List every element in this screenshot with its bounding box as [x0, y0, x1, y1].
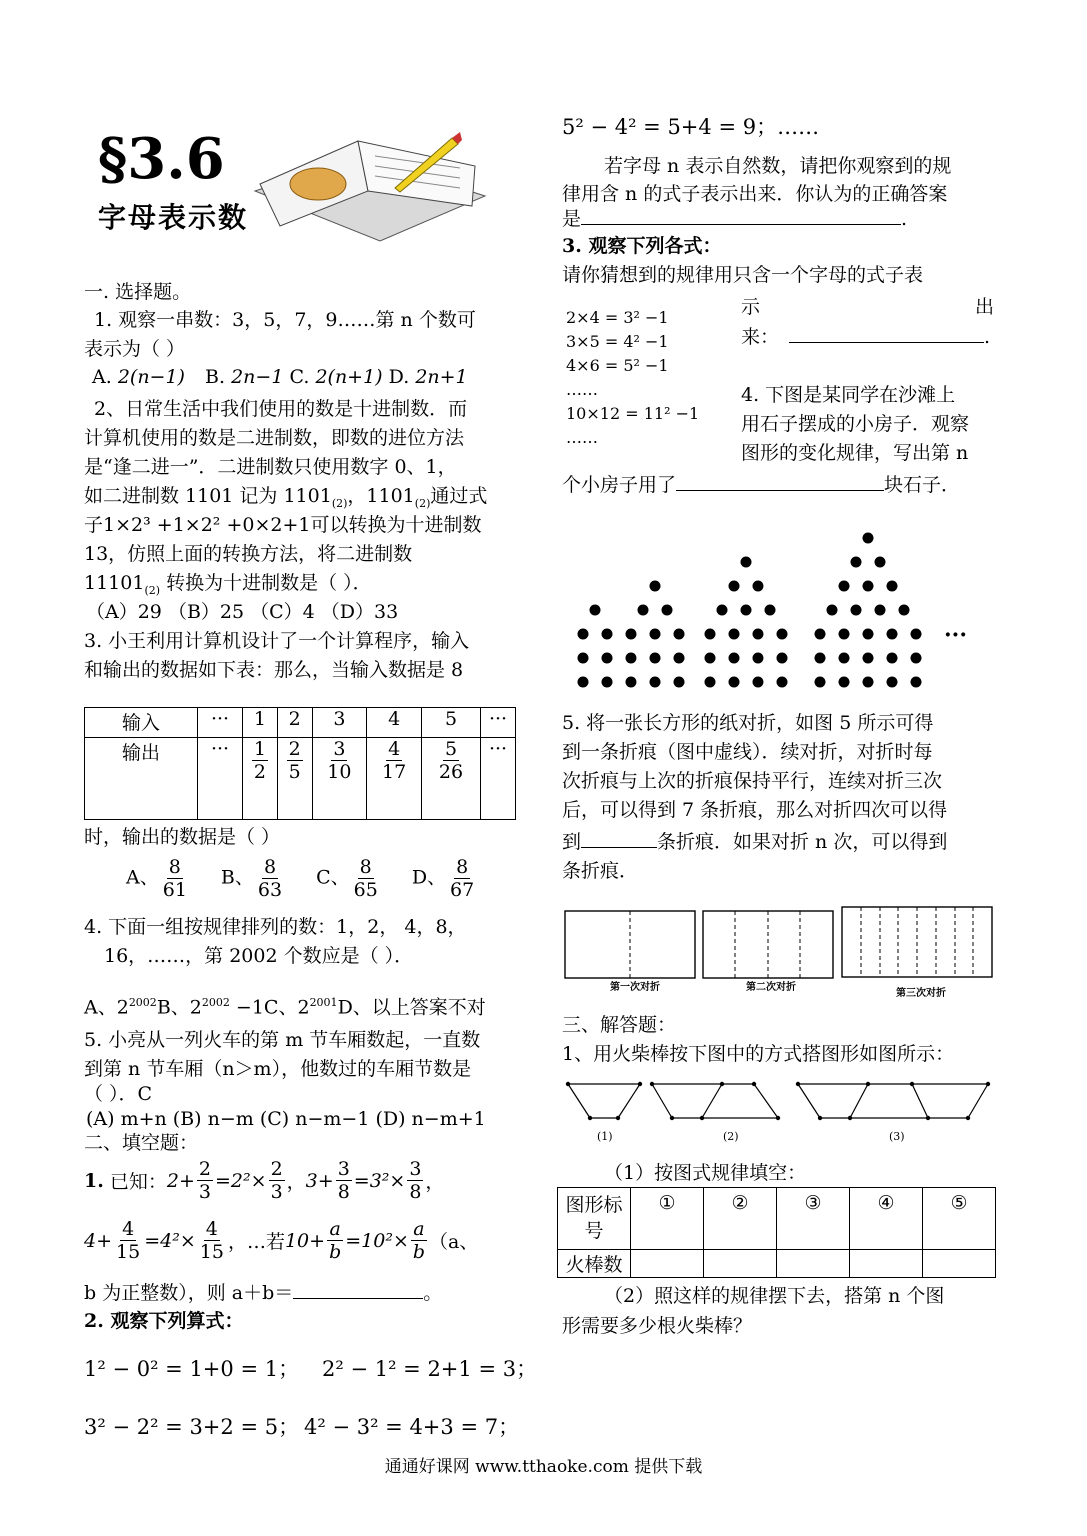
stone-dot	[887, 653, 898, 664]
stone-dot	[887, 629, 898, 640]
q2-sub: (2)	[331, 496, 348, 510]
count-cell[interactable]	[923, 1250, 996, 1278]
f2-expr-1: 1² − 0² = 1+0 = 1；	[84, 1357, 300, 1381]
stone-dot	[827, 605, 838, 616]
stone-dot	[777, 629, 788, 640]
stone-dot	[729, 581, 740, 592]
denominator: 63	[257, 879, 283, 901]
stone-dot	[638, 605, 649, 616]
stone-dot	[777, 677, 788, 688]
stone-dot	[650, 677, 661, 688]
stone-dot	[578, 629, 589, 640]
col-header: ④	[850, 1188, 923, 1250]
q2-line2: 计算机使用的数是二进制数，即数的进位方法	[84, 427, 465, 449]
f3-expr: 2×4 = 3² −1	[566, 308, 669, 327]
q2-l4a: 如二进制数 1101 记为 1101	[84, 485, 332, 507]
count-cell[interactable]	[777, 1250, 850, 1278]
q1-options	[92, 364, 468, 390]
q1-opt-d: D.	[388, 366, 410, 388]
denominator: 61	[162, 879, 187, 901]
stone-dot	[741, 605, 752, 616]
numerator: 8	[456, 856, 469, 878]
q2-line5	[84, 512, 481, 538]
f1-ab-question: b 为正整数），则 a＋b＝	[84, 1282, 294, 1304]
q1-opt-b: B.	[205, 366, 226, 388]
stone-dot	[650, 653, 661, 664]
stone-dot	[887, 581, 898, 592]
f1-answer-blank[interactable]	[293, 1298, 423, 1299]
fraction	[448, 856, 476, 901]
q3-output-cell	[243, 738, 278, 820]
stone-dot	[887, 677, 898, 688]
f4-end: 块石子．	[884, 474, 961, 496]
q3-opt-c	[316, 856, 382, 901]
fraction	[287, 738, 303, 783]
f4-line4	[562, 472, 960, 498]
numerator: 8	[359, 856, 372, 878]
q4-line2: 16，……，第 2002 个数应是（ ）．	[104, 945, 414, 967]
denominator: 67	[450, 879, 475, 901]
stone-dot	[602, 677, 613, 688]
stone-dot	[705, 653, 716, 664]
q5-line1: 5. 小亮从一列火车的第 m 节车厢数起，一直数	[84, 1029, 481, 1051]
f1-tail: （a、	[429, 1231, 479, 1253]
f2b-line1: 若字母 n 表示自然数，请把你观察到的规	[604, 155, 952, 177]
stone-dot	[626, 629, 637, 640]
s1-sub1: （1）按图式规律填空：	[604, 1162, 807, 1184]
stone-dot	[851, 557, 862, 568]
q3-opt-label: A、	[126, 866, 159, 889]
row-label-figure	[558, 1188, 631, 1250]
q3-after: 时，输出的数据是（ ）	[84, 826, 281, 848]
stone-dot	[863, 533, 874, 544]
stone-dot	[729, 629, 740, 640]
q3-dots-cell: ···	[198, 708, 243, 738]
denominator: 10	[327, 761, 352, 783]
open-book-image	[240, 96, 490, 246]
stone-dot	[729, 653, 740, 664]
fold-caption-2: 第二次对折	[746, 982, 796, 993]
stone-dot	[705, 629, 716, 640]
stone-dot	[899, 605, 910, 616]
stone-dots	[578, 533, 922, 688]
q2-sub-2: (2)	[414, 496, 431, 510]
row-label-text: 图形标	[565, 1194, 623, 1216]
stone-houses-figure	[570, 500, 990, 700]
stone-dot	[590, 605, 601, 616]
f5-answer-blank[interactable]	[581, 847, 657, 848]
stone-dot	[650, 581, 661, 592]
f5-line2: 到一条折痕（图中虚线）．续对折，对折时每	[562, 741, 933, 763]
count-cell[interactable]	[631, 1250, 704, 1278]
f3-line1: 请你猜想到的规律用只含一个字母的式子表	[562, 264, 924, 286]
q3-opt-b	[221, 856, 286, 901]
q1-opt-b-expr: 2n−1	[231, 366, 284, 388]
numerator: 8	[168, 856, 181, 878]
row-label-text: 号	[584, 1220, 604, 1242]
stone-dot	[863, 677, 874, 688]
stone-dot	[705, 677, 716, 688]
stone-dot	[753, 677, 764, 688]
q4-exp-c: 2001	[309, 996, 338, 1009]
q3-input-label: 输入	[85, 708, 198, 738]
f3-expr: 10×12 = 11² −1	[566, 404, 700, 423]
q3-output-cell	[312, 738, 367, 820]
stone-dot	[602, 629, 613, 640]
q2-l4c: 通过式	[430, 485, 488, 507]
denominator: 17	[382, 761, 407, 783]
stone-dot	[578, 677, 589, 688]
fraction	[161, 856, 189, 901]
f1-line1: 1. 已知： 2+ $\frac{2}{3}$ =2²× $\frac{2}{3}$ ， 3+ $\frac{3}{8}$ =3²× $\frac{3}{8}$ ，	[84, 1158, 445, 1203]
q5-options: (A) m+n (B) n−m (C) n−m−1 (D) n−m+1	[86, 1108, 486, 1130]
q4-line1: 4. 下面一组按规律排列的数：1，2， 4，8，	[84, 916, 467, 938]
match-label-1: (1)	[597, 1130, 613, 1143]
f5-folds: 条折痕．如果对折 n 次，可以得到	[657, 831, 948, 853]
f4-answer-blank[interactable]	[676, 490, 884, 491]
stone-dot	[753, 629, 764, 640]
q5-line3: （ ）．C	[84, 1083, 153, 1105]
s1-line1: 1、用火柴棒按下图中的方式搭图形如图所示：	[562, 1043, 955, 1065]
section-number: §3.6	[98, 126, 225, 192]
fraction	[256, 856, 284, 901]
f3-expr: 4×6 = 5² −1	[566, 356, 669, 375]
stone-dot	[875, 557, 886, 568]
f2b-is: 是	[562, 208, 582, 230]
q2-line1: 2、日常生活中我们使用的数是十进制数．而	[94, 398, 468, 420]
stone-dot	[875, 605, 886, 616]
q3-input-cell: 3	[312, 708, 367, 738]
row-label-count: 火棒数	[558, 1250, 631, 1278]
numerator: 8	[263, 856, 277, 878]
numerator: 2	[288, 738, 301, 760]
q3-options	[126, 856, 478, 901]
q3-output-cell	[422, 738, 481, 820]
q2-options: （A）29 （B）25 （C）4 （D）33	[86, 601, 399, 623]
fraction	[352, 856, 380, 901]
numerator: 4	[388, 738, 401, 760]
f3-title: 3. 观察下列各式：	[562, 235, 722, 257]
f1-number: 1.	[84, 1169, 104, 1192]
q3-opt-label: C、	[316, 866, 350, 889]
f5-line5	[562, 829, 947, 855]
stone-dot	[911, 653, 922, 664]
q4-opt-d: D、以上答案不对	[337, 996, 486, 1019]
f3-expr: ……	[566, 380, 598, 399]
stone-dot	[626, 677, 637, 688]
count-cell[interactable]	[850, 1250, 923, 1278]
q2-l4b: ，1101	[347, 485, 415, 507]
f3-line3	[741, 324, 990, 350]
stone-dot	[753, 581, 764, 592]
q4-opt-a: A、2	[84, 996, 129, 1019]
denominator: 5	[288, 761, 301, 783]
stone-dot	[851, 605, 862, 616]
f3-end: .	[984, 326, 991, 348]
f3-answer-blank[interactable]	[789, 342, 984, 343]
q2-sub-3: (2)	[144, 583, 161, 597]
section-title: 字母表示数	[98, 201, 249, 234]
s1-sub2b: 形需要多少根火柴棒？	[562, 1315, 753, 1337]
q2-l7b: 转换为十进制数是（ ）．	[160, 572, 372, 594]
col-header: ①	[631, 1188, 704, 1250]
part3-title: 三、解答题：	[562, 1014, 677, 1036]
q4-options	[84, 990, 486, 1020]
footer-credit: 通通好课网 www.tthaoke.com 提供下载	[384, 1457, 703, 1477]
q3-line2: 和输出的数据如下表：那么，当输入数据是 8	[84, 659, 464, 681]
f1-dots: ，…若	[227, 1231, 285, 1253]
f5-line6: 条折痕．	[562, 860, 639, 882]
q1-opt-a: A.	[92, 366, 112, 388]
q3-input-cell: 5	[422, 708, 481, 738]
f2b-answer-blank[interactable]	[581, 224, 901, 225]
f1-line3	[84, 1280, 442, 1306]
f2b-line2: 律用含 n 的式子表示出来．你认为的正确答案	[562, 183, 948, 205]
q3-opt-a	[126, 856, 191, 901]
q3-input-cell: 4	[367, 708, 422, 738]
denominator: 2	[253, 761, 266, 783]
q3-opt-d	[412, 856, 478, 901]
numerator: 1	[253, 738, 266, 760]
numerator: 3	[333, 738, 346, 760]
q3-opt-label: D、	[411, 866, 447, 889]
fold-caption-1: 第一次对折	[610, 982, 660, 993]
q3-dots-cell: ···	[481, 738, 516, 820]
f1-end: 。	[423, 1282, 443, 1304]
stone-dot	[741, 557, 752, 568]
f5-line1: 5. 将一张长方形的纸对折，如图 5 所示可得	[562, 712, 934, 734]
stone-dot	[839, 653, 850, 664]
stone-dot	[839, 581, 850, 592]
q3-output-label: 输出	[85, 738, 198, 820]
col-header: ③	[777, 1188, 850, 1250]
stone-dot	[674, 653, 685, 664]
matchstick-figure	[562, 1076, 992, 1148]
stone-dot	[729, 677, 740, 688]
q4-opt-b2: −1C、2	[229, 996, 310, 1019]
f2b-end: .	[901, 208, 908, 230]
f1-line2: 4+ $\frac{4}{15}$ =4²× $\frac{4}{15}$ ，…若 10+ $\frac{a}{b}$ =10²× $\frac{a}{b}$ （a、	[84, 1218, 479, 1263]
match-label-2: (2)	[723, 1130, 739, 1143]
q3-dots-cell: ···	[481, 708, 516, 738]
s1-sub2a: （2）照这样的规律摆下去，搭第 n 个图	[604, 1285, 945, 1307]
denominator: 65	[353, 879, 378, 901]
q1-opt-c: C.	[289, 366, 310, 388]
q3-opt-label: B、	[220, 866, 254, 889]
fraction	[380, 738, 408, 783]
stone-dot	[839, 677, 850, 688]
q3-input-cell: 2	[277, 708, 312, 738]
fold-caption-3: 第三次对折	[896, 988, 946, 999]
f3-line2a: 示	[741, 296, 761, 318]
stone-dot	[815, 629, 826, 640]
q2-line3: 是“逢二进一”．二进制数只使用数字 0、1，	[84, 456, 457, 478]
q1-line1: 1. 观察一串数：3，5，7，9……第 n 个数可	[94, 309, 476, 331]
col-header: ⑤	[923, 1188, 996, 1250]
match-label-3: (3)	[889, 1130, 905, 1143]
q3-dots-cell: ···	[198, 738, 243, 820]
stone-dot	[753, 653, 764, 664]
f4-line1: 4. 下图是某同学在沙滩上	[741, 384, 956, 406]
stone-dot	[815, 677, 826, 688]
stone-dot	[662, 605, 673, 616]
q4-exp-a: 2002	[128, 996, 157, 1009]
fraction	[325, 738, 353, 783]
q2-l5-expr: 1×2³ +1×2² +0×2+1	[103, 514, 311, 536]
q1-opt-d-expr: 2n+1	[415, 366, 468, 388]
numerator: 5	[444, 738, 458, 760]
f4-line2: 用石子摆成的小房子．观察	[741, 413, 970, 435]
q2-l5b: 可以转换为十进制数	[310, 514, 482, 536]
count-cell[interactable]	[704, 1250, 777, 1278]
stone-dot	[626, 653, 637, 664]
f4-line3: 图形的变化规律，写出第 n	[741, 442, 969, 464]
f5-line4: 后，可以得到 7 条折痕，那么对折四次可以得	[562, 799, 948, 821]
f2-title: 2. 观察下列算式：	[84, 1310, 244, 1332]
q4-opt-b: B、2	[156, 996, 202, 1019]
stone-dot	[717, 605, 728, 616]
q2-l7a: 11101	[84, 572, 145, 594]
q3-output-cell	[367, 738, 422, 820]
q3-line1: 3. 小王利用计算机设计了一个计算程序，输入	[84, 630, 470, 652]
stone-dot	[650, 629, 661, 640]
q5-line2: 到第 n 节车厢（n＞m），他数过的车厢节数是	[84, 1058, 472, 1080]
f2-expr-2: 2² − 1² = 2+1 = 3；	[322, 1357, 538, 1381]
stone-dot	[863, 653, 874, 664]
f2-expr-3: 3² − 2² = 3+2 = 5；	[84, 1415, 300, 1439]
stone-dot	[674, 677, 685, 688]
q4-exp-b: 2002	[201, 996, 230, 1009]
f5-line3: 次折痕与上次的折痕保持平行，连续对折三次	[562, 770, 943, 792]
q1-line2: 表示为（ ）	[84, 338, 186, 360]
q1-opt-a-expr: 2(n−1)	[117, 366, 185, 388]
part2-title: 二、填空题：	[84, 1132, 199, 1154]
fraction	[252, 738, 268, 783]
f4-used: 个小房子用了	[562, 474, 677, 496]
q1-opt-c-expr: 2(n+1)	[315, 366, 383, 388]
fraction	[437, 738, 465, 783]
stone-dot	[674, 629, 685, 640]
stone-dot	[777, 653, 788, 664]
denominator: 26	[438, 761, 464, 783]
f3-expr: 3×5 = 4² −1	[566, 332, 669, 351]
f3-expr: ……	[566, 428, 598, 447]
q2-l5a: 子	[84, 514, 104, 536]
f2-expr-4: 4² − 3² = 4+3 = 7；	[304, 1415, 520, 1439]
f5-to: 到	[562, 831, 582, 853]
f3-expr-list	[566, 306, 699, 450]
f1-intro: 已知：	[109, 1171, 167, 1193]
f2-expr-5: 5² − 4² = 5+4 = 9；……	[562, 115, 820, 139]
stone-dot	[911, 677, 922, 688]
stone-dot	[839, 629, 850, 640]
stone-dot	[815, 653, 826, 664]
f3-line2b: 出	[975, 296, 995, 318]
stone-dot	[578, 653, 589, 664]
part1-title: 一. 选择题。	[84, 281, 192, 303]
stone-dot	[602, 653, 613, 664]
f2b-line3	[562, 206, 907, 232]
stone-dot	[911, 629, 922, 640]
houses-more: ···	[944, 622, 967, 648]
q2-line6: 13，仿照上面的转换方法，将二进制数	[84, 543, 413, 565]
q3-io-table	[84, 707, 516, 820]
stone-dot	[765, 605, 776, 616]
q3-output-cell	[277, 738, 312, 820]
q3-input-cell: 1	[243, 708, 278, 738]
matchstick-table	[557, 1187, 996, 1278]
f3-come: 来：	[741, 326, 780, 348]
col-header: ②	[704, 1188, 777, 1250]
stone-dot	[863, 629, 874, 640]
stone-dot	[863, 581, 874, 592]
